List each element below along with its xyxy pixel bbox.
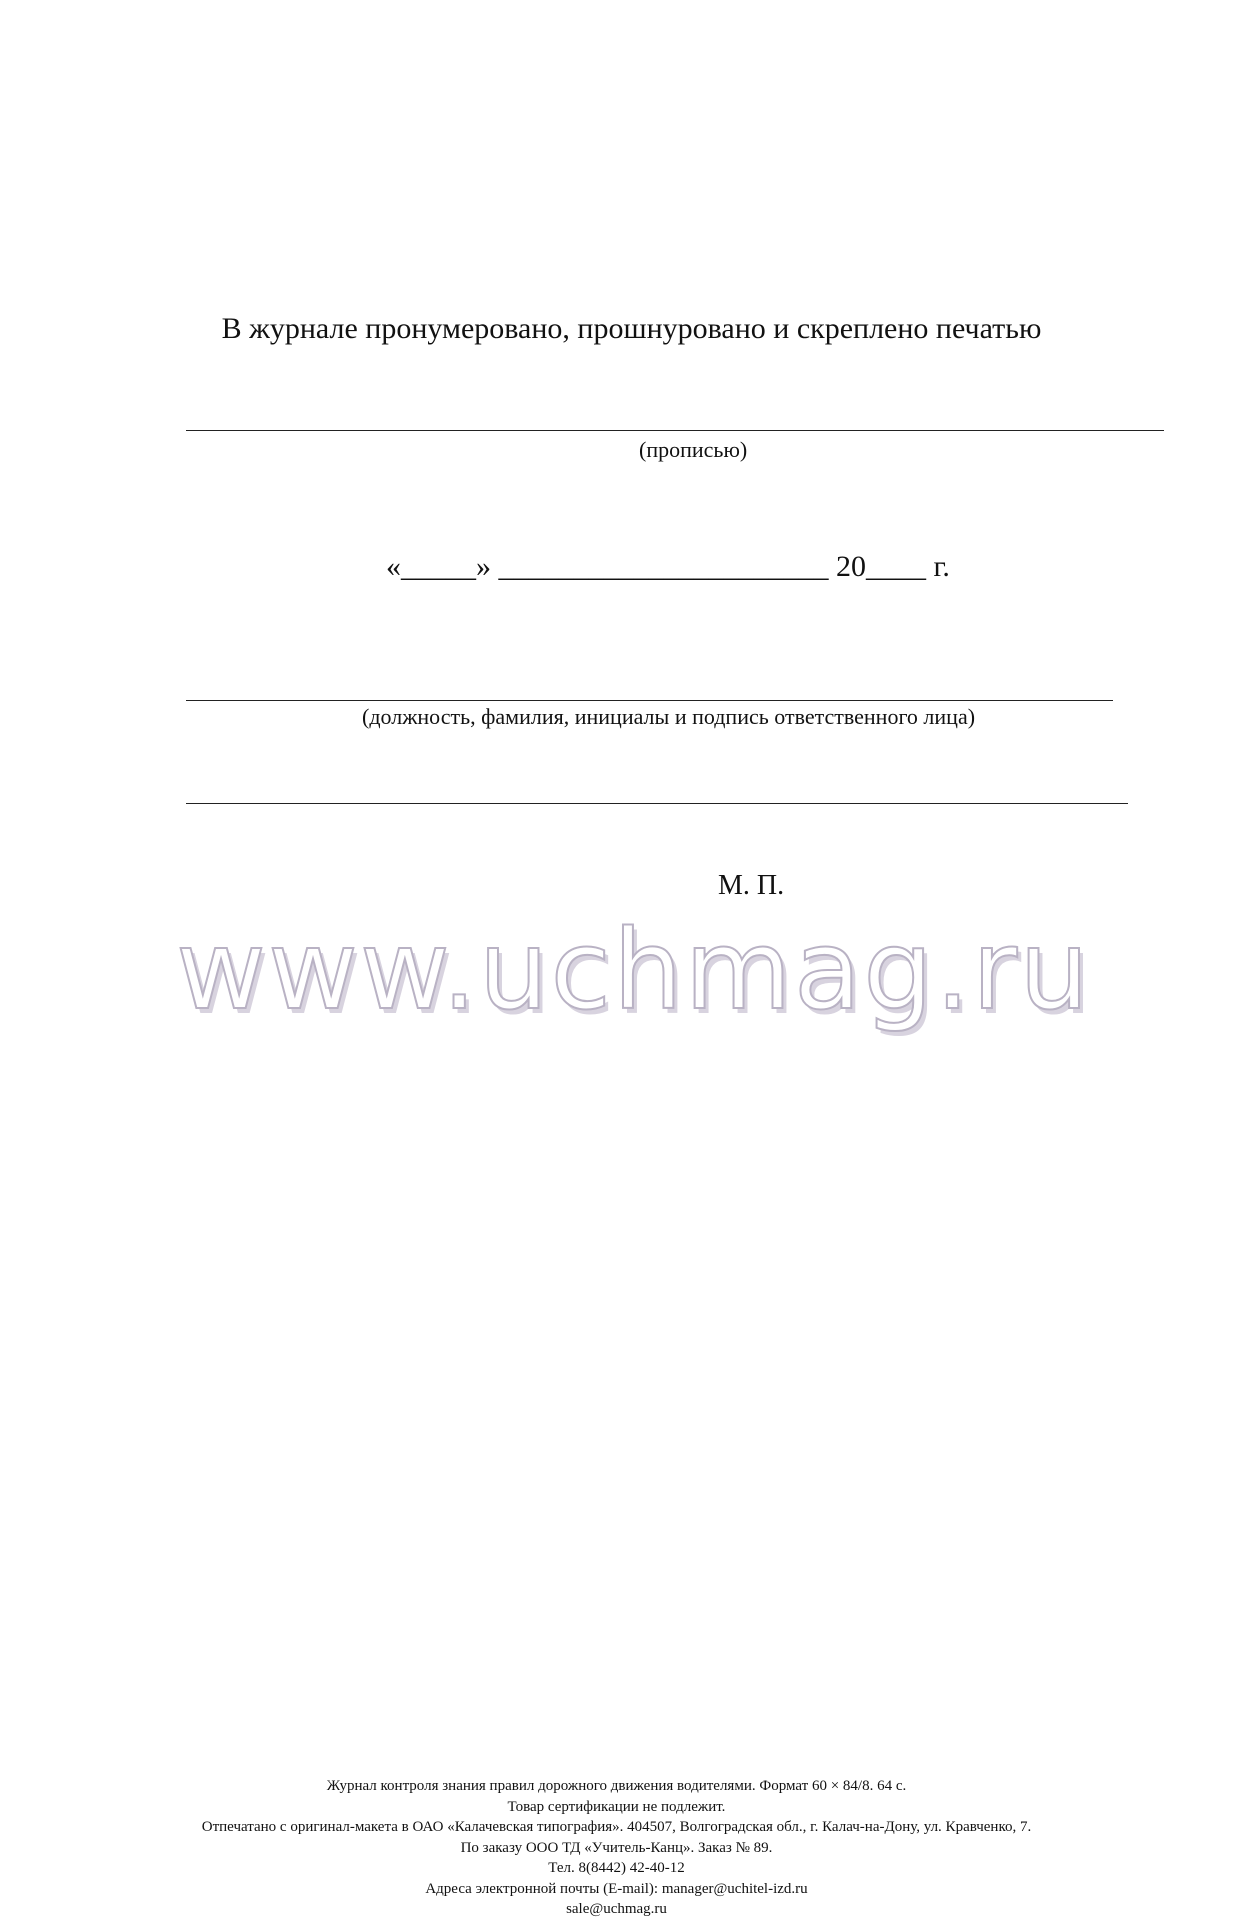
words-caption: (прописью) <box>639 437 748 462</box>
imprint-line: Товар сертификации не подлежит. <box>507 1798 726 1815</box>
imprint-line: sale@uchmag.ru <box>566 1901 667 1917</box>
date-fill-line: «_____» ______________________ 20____ г. <box>386 550 950 583</box>
words-fill-line <box>186 430 1164 431</box>
imprint-line: Адреса электронной почты (E-mail): manager@uchitel-izd.ru <box>425 1880 808 1897</box>
imprint-line: По заказу ООО ТД «Учитель-Канц». Заказ № 89. <box>460 1839 773 1856</box>
extra-fill-line <box>186 803 1128 804</box>
signature-fill-line <box>186 700 1113 701</box>
signature-caption: (должность, фамилия, инициалы и подпись ответственного лица) <box>362 704 976 729</box>
imprint-block <box>0 1776 1233 1920</box>
watermark: www.uchmag.ru <box>176 906 1091 1034</box>
imprint-line: Отпечатано с оригинал-макета в ОАО «Калачевская типография». 404507, Волгоградская обл., г. Калач-на-Дону, ул. Кравченко, 7. <box>201 1819 1032 1835</box>
page-heading: В журнале пронумеровано, прошнуровано и скреплено печатью <box>221 312 1042 345</box>
imprint-line: Тел. 8(8442) 42-40-12 <box>548 1860 685 1876</box>
imprint-line: Журнал контроля знания правил дорожного движения водителями. Формат 60 × 84/8. 64 с. <box>326 1778 907 1794</box>
stamp-label: М. П. <box>718 870 785 901</box>
